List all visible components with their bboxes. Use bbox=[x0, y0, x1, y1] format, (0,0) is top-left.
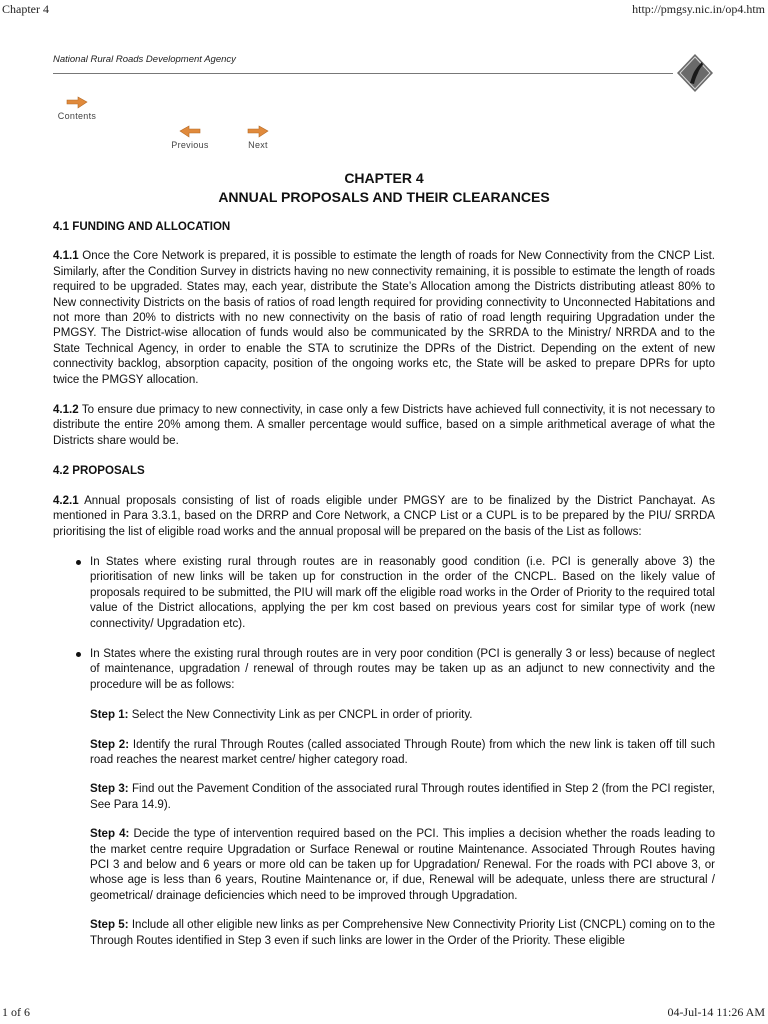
step-1 bbox=[90, 708, 715, 723]
step-label: Step 1: bbox=[90, 709, 129, 722]
print-timestamp: 04-Jul-14 11:26 AM bbox=[667, 1005, 765, 1019]
list-item: In States where existing rural through routes are in reasonably good condition (i.e. PCI is generally above 3) the prioritisation of new links will be taken up for construction in the order of the CNCPL. Based on the likely value of proposals required to be submitted, the PIU will mark off the eligible road works in the Order of Priority to the required total value of the District allocations, applying the per km cost based on previous years cost for similar type of work (new connectivity/ Upgradation etc). bbox=[90, 555, 715, 632]
next-arrow-icon bbox=[246, 125, 270, 139]
contents-arrow-icon bbox=[65, 96, 89, 110]
step-label: Step 3: bbox=[90, 783, 129, 796]
para-number: 4.1.1 bbox=[53, 250, 79, 263]
step-text: Decide the type of intervention required based on the PCI. This implies a decision whether the roads leading to the market centre require Upgradation or Surface Renewal or routine Maintenance. Associated Through Routes having PCI 3 and below and 6 years or more old can be taken up for Upgradation/ Renewal. For the roads with PCI above 3, or whose age is less than 6 years, Routine Maintenance or, if due, Renewal will be adequate, unless there are structural / geometrical/ drainage deficiencies which need to be improved through Upgradation. bbox=[90, 828, 715, 902]
contents-link[interactable] bbox=[55, 96, 99, 121]
paragraph-4-2-1 bbox=[53, 494, 715, 540]
section-heading-4-1: 4.1 FUNDING AND ALLOCATION bbox=[53, 221, 231, 233]
header-divider bbox=[53, 73, 673, 74]
page-count: 1 of 6 bbox=[2, 1005, 30, 1019]
step-5 bbox=[90, 918, 715, 949]
list-item: In States where the existing rural through routes are in very poor condition (PCI is generally 3 or less) because of neglect of maintenance, upgradation / renewal of through routes may be taken up as an adjunct to new connectivity and the procedure will be as follows: bbox=[90, 647, 715, 693]
para-text: To ensure due primacy to new connectivity, in case only a few Districts have achieved full connectivity, it is not necessary to distribute the entire 20% among them. A smaller percentage would suffice, based on a simple arithmetical average of what the Districts share would be. bbox=[53, 404, 715, 447]
chapter-heading bbox=[0, 169, 768, 207]
step-2 bbox=[90, 738, 715, 769]
chapter-title: ANNUAL PROPOSALS AND THEIR CLEARANCES bbox=[218, 189, 550, 205]
nrrda-logo-icon bbox=[676, 53, 714, 93]
print-footer bbox=[0, 1002, 768, 1024]
step-label: Step 2: bbox=[90, 738, 130, 751]
step-list bbox=[90, 708, 715, 949]
step-label: Step 4: bbox=[90, 828, 130, 841]
next-link[interactable] bbox=[243, 125, 273, 150]
page-title: Chapter 4 bbox=[2, 2, 49, 16]
contents-label: Contents bbox=[57, 111, 97, 121]
chapter-number: CHAPTER 4 bbox=[344, 170, 424, 186]
step-text: Select the New Connectivity Link as per CNCPL in order of priority. bbox=[128, 709, 473, 722]
paragraph-4-1-1 bbox=[53, 249, 715, 388]
agency-name: National Rural Roads Development Agency bbox=[53, 54, 236, 65]
previous-label: Previous bbox=[171, 140, 209, 150]
previous-arrow-icon bbox=[178, 125, 202, 139]
proposal-list bbox=[53, 555, 715, 693]
previous-link[interactable] bbox=[166, 125, 214, 150]
para-number: 4.2.1 bbox=[53, 494, 79, 507]
para-number: 4.1.2 bbox=[53, 404, 79, 417]
para-text: Once the Core Network is prepared, it is possible to estimate the length of roads for New Connectivity from the CNCP List. Similarly, after the Condition Survey in districts having no new connectivity remaining, it is possible to estimate the length of roads required to be upgraded. States may, each year, distribute the State’s Allocation among the Districts distributing atleast 80% to New connectivity Districts on the basis of ratios of road length required for providing connectivity to Unconnected Habitations and not more than 20% to districts with no new connectivity on the basis of ratio of road length requiring Upgradation under the PMGSY. The District-wise allocation of funds would also be communicated by the SRRDA to the Ministry/ NRRDA and to the State Technical Agency, in order to enable the STA to scrutinize the DPRs of the District. Depending on the extent of new connectivity backlog, absorption capacity, position of the ongoing works etc, the State will be asked to prepare DPRs for upto twice the PMGSY allocation. bbox=[53, 250, 715, 386]
step-3 bbox=[90, 782, 715, 813]
para-text: Annual proposals consisting of list of roads eligible under PMGSY are to be finalized by the District Panchayat. As mentioned in Para 3.3.1, based on the DRRP and Core Network, a CNCP List or a CUPL is to be prepared by the PIU/ SRRDA prioritising the list of eligible road works and the annual proposal will be prepared on the basis of the List as follows: bbox=[53, 494, 715, 538]
step-4 bbox=[90, 827, 715, 904]
step-text: Find out the Pavement Condition of the associated rural Through routes identified in Step 2 (from the PCI register, See Para 14.9). bbox=[90, 783, 716, 811]
page-url[interactable]: http://pmgsy.nic.in/op4.htm bbox=[632, 2, 765, 16]
print-header bbox=[0, 0, 768, 20]
paragraph-4-1-2 bbox=[53, 403, 715, 449]
step-text: Include all other eligible new links as per Comprehensive New Connectivity Priority List (CNCPL) coming on to the Through Routes identified in Step 3 even if such links are lower in the Order of the Priority. These eligible bbox=[90, 919, 715, 947]
step-text: Identify the rural Through Routes (called associated Through Route) from which the new link is taken off till such road reaches the nearest market centre/ higher category road. bbox=[90, 738, 716, 766]
next-label: Next bbox=[248, 140, 268, 150]
section-heading-4-2: 4.2 PROPOSALS bbox=[53, 465, 145, 478]
document-body bbox=[53, 220, 715, 963]
step-label: Step 5: bbox=[90, 919, 129, 932]
